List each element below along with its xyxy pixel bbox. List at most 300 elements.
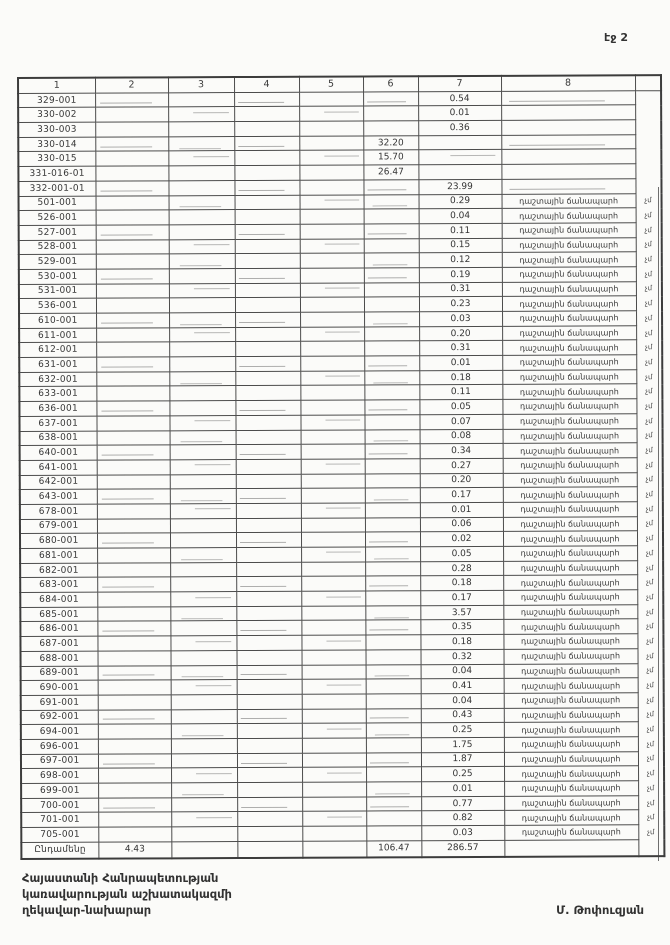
row-col-7: 0.11: [419, 385, 502, 400]
margin-note: չմ: [645, 549, 654, 558]
margin-note: չմ: [644, 211, 652, 220]
row-col-4: [236, 503, 301, 518]
row-col-4: [237, 738, 302, 753]
row-col-4: [236, 533, 301, 548]
row-col-2: [96, 416, 169, 431]
row-col-8: դաշտային ճանապարհ: [504, 751, 638, 766]
parcel-code: 527-001: [19, 225, 96, 240]
row-col-2: [98, 768, 171, 783]
parcel-code: 683-001: [20, 578, 97, 593]
total-col-7: 286.57: [421, 840, 504, 857]
margin-note: չմ: [644, 255, 652, 264]
row-col-3: [169, 313, 235, 328]
row-col-4: [235, 195, 300, 210]
row-col-6: [364, 385, 419, 400]
row-col-5: [300, 400, 364, 415]
row-col-6: [365, 547, 420, 562]
row-col-6: [366, 811, 421, 826]
row-col-8: [501, 90, 635, 105]
row-col-7: 0.29: [419, 194, 502, 209]
row-col-5: [301, 444, 365, 459]
table-body: [18, 90, 664, 842]
row-col-8: դաշտային ճանապարհ: [502, 414, 636, 429]
row-col-4: [235, 415, 300, 430]
row-col-3: [171, 783, 237, 798]
row-col-3: [171, 768, 237, 783]
row-col-7: 0.25: [421, 767, 504, 782]
row-col-3: [168, 166, 234, 181]
col-header-3: 3: [168, 77, 234, 92]
row-col-2: [98, 753, 171, 768]
margin-note: չմ: [646, 651, 654, 660]
margin-note: չմ: [645, 387, 653, 396]
row-col-3: [169, 327, 235, 342]
row-col-6: [365, 503, 420, 518]
margin-note: [635, 149, 661, 164]
row-col-6: [365, 605, 420, 620]
row-col-2: [97, 607, 170, 622]
row-col-8: դաշտային ճանապարհ: [502, 340, 636, 355]
parcel-code: 501-001: [19, 196, 96, 211]
row-col-6: [364, 415, 419, 430]
row-col-3: [169, 298, 235, 313]
row-col-2: [96, 225, 169, 240]
row-col-8: դաշտային ճանապարհ: [503, 487, 637, 502]
row-col-6: [365, 532, 420, 547]
parcel-code: 699-001: [21, 783, 98, 798]
row-col-5: [302, 797, 366, 812]
row-col-6: [365, 473, 420, 488]
row-col-6: [364, 326, 419, 341]
total-col-2: 4.43: [98, 842, 171, 859]
margin-note: չմ: [646, 593, 654, 602]
row-col-6: [365, 488, 420, 503]
row-col-8: դաշտային ճանապարհ: [502, 355, 636, 370]
row-col-2: [98, 798, 171, 813]
margin-note: [635, 134, 661, 149]
margin-note: չմ: [646, 695, 654, 704]
row-col-4: [234, 121, 299, 136]
row-col-2: [96, 283, 169, 298]
row-col-5: [300, 415, 364, 430]
row-col-4: [236, 547, 301, 562]
parcel-code: 701-001: [21, 813, 98, 828]
margin-note: չմ: [646, 666, 654, 675]
row-col-6: [364, 224, 419, 239]
row-col-4: [237, 812, 302, 827]
row-col-6: 32.20: [363, 135, 418, 150]
row-col-6: [363, 106, 418, 121]
margin-note: չմ: [645, 475, 653, 484]
row-col-4: [235, 209, 300, 224]
row-col-2: [95, 166, 168, 181]
row-col-3: [171, 827, 237, 842]
parcel-code: 681-001: [20, 548, 97, 563]
row-col-4: [237, 724, 302, 739]
row-col-7: 0.05: [420, 546, 503, 561]
row-col-5: [301, 474, 365, 489]
row-col-7: 0.04: [421, 693, 504, 708]
parcel-code: 694-001: [21, 724, 98, 739]
row-col-6: [364, 370, 419, 385]
row-col-7: 0.54: [418, 91, 501, 106]
row-col-8: դաշտային ճանապարհ: [504, 781, 638, 796]
row-col-4: [235, 356, 300, 371]
row-col-5: [302, 767, 366, 782]
row-col-5: [302, 753, 366, 768]
row-col-2: [96, 195, 169, 210]
parcel-code: 612-001: [19, 343, 96, 358]
parcel-code: 643-001: [20, 489, 97, 504]
margin-note: չմ: [647, 798, 655, 807]
row-col-2: [95, 107, 168, 122]
parcel-code: 700-001: [21, 798, 98, 813]
row-col-5: [301, 518, 365, 533]
row-col-2: [98, 827, 171, 842]
row-col-5: [299, 136, 363, 151]
row-col-4: [237, 753, 302, 768]
row-col-2: [97, 621, 170, 636]
parcel-code: 330-002: [18, 108, 95, 123]
row-col-3: [170, 548, 236, 563]
row-col-4: [234, 151, 299, 166]
issuer-line-1: Հայաստանի Հանրապետության: [22, 871, 219, 885]
row-col-7: 0.06: [420, 517, 503, 532]
row-col-5: [300, 371, 364, 386]
parcel-code: 632-001: [19, 372, 96, 387]
margin-note: չմ: [645, 519, 654, 528]
row-col-4: [236, 621, 301, 636]
row-col-4: [235, 268, 300, 283]
row-col-5: [300, 385, 364, 400]
row-col-3: [168, 92, 234, 107]
row-col-7: 0.77: [421, 796, 504, 811]
row-col-2: [95, 137, 168, 152]
row-col-2: [97, 592, 170, 607]
row-col-7: 0.07: [419, 414, 502, 429]
parcel-code: 528-001: [19, 240, 96, 255]
row-col-3: [171, 797, 237, 812]
row-col-7: 0.35: [420, 620, 503, 635]
row-col-5: [300, 268, 364, 283]
row-col-8: դաշտային ճանապարհ: [502, 223, 636, 238]
row-col-2: [97, 563, 170, 578]
margin-note: չմ: [645, 402, 653, 411]
row-col-3: [170, 489, 236, 504]
parcel-code: 685-001: [20, 607, 97, 622]
row-col-7: 0.28: [420, 561, 503, 576]
row-col-2: [97, 474, 170, 489]
margin-note: չմ: [646, 578, 654, 587]
row-col-4: [236, 430, 301, 445]
row-col-5: [300, 239, 364, 254]
row-col-4: [235, 386, 300, 401]
total-margin: [638, 839, 664, 856]
row-col-3: [170, 518, 236, 533]
row-col-2: [98, 695, 171, 710]
parcel-code: 641-001: [20, 460, 97, 475]
margin-note: չմ: [644, 225, 652, 234]
row-col-8: դաշտային ճանապարհ: [503, 619, 637, 634]
row-col-8: [501, 105, 635, 120]
row-col-4: [236, 489, 301, 504]
row-col-4: [234, 180, 299, 195]
row-col-2: [98, 651, 171, 666]
margin-note: չմ: [646, 725, 655, 734]
row-col-7: 1.75: [421, 737, 504, 752]
row-col-3: [169, 268, 235, 283]
row-col-6: [366, 826, 421, 841]
row-col-8: դաշտային ճանապարհ: [502, 325, 636, 340]
parcel-code: 638-001: [20, 431, 97, 446]
row-col-4: [236, 474, 301, 489]
parcel-code: 637-001: [19, 416, 96, 431]
row-col-5: [302, 811, 366, 826]
row-col-5: [301, 635, 365, 650]
margin-note: [635, 164, 661, 179]
col-header-5: 5: [299, 76, 363, 91]
row-col-4: [236, 562, 301, 577]
row-col-3: [169, 239, 235, 254]
row-col-7: 3.57: [420, 605, 503, 620]
row-col-4: [237, 665, 302, 680]
row-col-8: դաշտային ճանապարհ: [504, 825, 638, 840]
row-col-5: [302, 709, 366, 724]
row-col-8: [501, 179, 635, 194]
parcel-code: 696-001: [21, 739, 98, 754]
row-col-6: [365, 635, 420, 650]
row-col-3: [169, 401, 235, 416]
margin-note: չմ: [645, 534, 654, 543]
row-col-8: դաշտային ճանապարհ: [504, 737, 638, 752]
parcel-table-wrap: [17, 74, 665, 860]
row-col-6: [364, 356, 419, 371]
margin-note: չմ: [644, 240, 652, 249]
row-col-6: [364, 268, 419, 283]
row-col-4: [235, 298, 300, 313]
parcel-code: 705-001: [21, 827, 98, 842]
row-col-7: 0.41: [421, 679, 504, 694]
row-col-3: [171, 812, 237, 827]
row-col-2: [95, 181, 168, 196]
row-col-3: [170, 592, 236, 607]
row-col-3: [169, 371, 235, 386]
parcel-code: 330-015: [18, 152, 95, 167]
row-col-5: [301, 429, 365, 444]
row-col-4: [235, 371, 300, 386]
row-col-4: [237, 782, 302, 797]
margin-note: չմ: [645, 358, 653, 367]
row-col-7: 0.34: [420, 444, 503, 459]
row-col-6: [366, 738, 421, 753]
row-col-5: [300, 194, 364, 209]
row-col-7: 0.05: [419, 400, 502, 415]
row-col-7: 0.04: [419, 209, 502, 224]
col-header-7: 7: [418, 76, 501, 92]
col-header-1: 1: [18, 78, 95, 94]
row-col-8: դաշտային ճանապարհ: [502, 370, 636, 385]
row-col-8: դաշտային ճանապարհ: [503, 546, 637, 561]
row-col-8: դաշտային ճանապարհ: [504, 663, 638, 678]
row-col-5: [301, 620, 365, 635]
row-col-7: 23.99: [418, 179, 501, 194]
row-col-6: [366, 782, 421, 797]
row-col-7: 0.31: [419, 341, 502, 356]
row-col-8: դաշտային ճանապարհ: [503, 605, 637, 620]
row-col-5: [301, 606, 365, 621]
row-col-3: [170, 577, 236, 592]
row-col-8: դաշտային ճանապարհ: [503, 560, 637, 575]
row-col-5: [301, 576, 365, 591]
margin-note: չմ: [645, 460, 653, 469]
margin-note: չմ: [646, 637, 654, 646]
row-col-3: [170, 445, 236, 460]
row-col-5: [300, 297, 364, 312]
margin-note: չմ: [646, 784, 655, 793]
row-col-5: [299, 180, 363, 195]
row-col-5: [301, 547, 365, 562]
row-col-4: [237, 826, 302, 841]
row-col-3: [170, 562, 236, 577]
row-col-7: 0.36: [418, 120, 501, 135]
row-col-4: [235, 283, 300, 298]
margin-note: չմ: [647, 813, 655, 822]
row-col-3: [171, 709, 237, 724]
row-col-5: [299, 150, 363, 165]
margin-note: չմ: [647, 828, 655, 837]
parcel-code: 690-001: [21, 680, 98, 695]
row-col-4: [236, 635, 301, 650]
col-header-8: 8: [501, 75, 635, 91]
row-col-6: [364, 209, 419, 224]
row-col-2: [98, 665, 171, 680]
row-col-3: [171, 694, 237, 709]
margin-note: չմ: [645, 372, 653, 381]
row-col-3: [170, 430, 236, 445]
row-col-8: դաշտային ճանապարհ: [503, 502, 637, 517]
row-col-7: 0.18: [419, 370, 502, 385]
row-col-8: դաշտային ճանապարհ: [504, 693, 638, 708]
row-col-6: [365, 429, 420, 444]
parcel-code: 331-016-01: [18, 166, 95, 181]
row-col-4: [236, 577, 301, 592]
row-col-7: 0.01: [420, 502, 503, 517]
row-col-5: [299, 106, 363, 121]
row-col-5: [302, 679, 366, 694]
row-col-2: [96, 254, 169, 269]
margin-note: չմ: [645, 416, 653, 425]
row-col-8: դաշտային ճանապարհ: [502, 281, 636, 296]
parcel-code: 536-001: [19, 298, 96, 313]
scan-edge-artifact: [658, 187, 659, 861]
row-col-6: [365, 620, 420, 635]
margin-note: չմ: [646, 754, 655, 763]
row-col-6: [363, 121, 418, 136]
row-col-6: [365, 591, 420, 606]
row-col-5: [300, 341, 364, 356]
row-col-6: [364, 400, 419, 415]
row-col-2: [96, 342, 169, 357]
margin-note: [635, 105, 661, 120]
total-col-4: [237, 841, 302, 858]
row-col-7: 0.04: [421, 664, 504, 679]
row-col-3: [169, 415, 235, 430]
row-col-6: [366, 679, 421, 694]
row-col-8: դաշտային ճանապարհ: [504, 810, 638, 825]
row-col-8: [501, 149, 635, 164]
row-col-2: [96, 210, 169, 225]
row-col-7: 0.18: [420, 576, 503, 591]
parcel-code: 689-001: [21, 666, 98, 681]
row-col-5: [301, 591, 365, 606]
parcel-code: 530-001: [19, 269, 96, 284]
row-col-2: [95, 151, 168, 166]
row-col-5: [300, 312, 364, 327]
row-col-6: [365, 444, 420, 459]
row-col-5: [301, 562, 365, 577]
row-col-5: [302, 826, 366, 841]
row-col-3: [170, 621, 236, 636]
row-col-7: 0.01: [418, 106, 501, 121]
row-col-3: [170, 533, 236, 548]
row-col-7: 0.18: [420, 635, 503, 650]
row-col-7: [418, 165, 501, 180]
row-col-5: [300, 224, 364, 239]
margin-note: չմ: [645, 490, 653, 499]
row-col-6: [366, 708, 421, 723]
parcel-code: 531-001: [19, 284, 96, 299]
row-col-4: [236, 606, 301, 621]
row-col-7: 0.25: [421, 723, 504, 738]
row-col-6: [363, 91, 418, 106]
row-col-8: դաշտային ճանապարհ: [503, 531, 637, 546]
margin-note: չմ: [646, 622, 654, 631]
issuer-line-3: ղեկավար-նախարար: [22, 903, 152, 918]
row-col-4: [237, 679, 302, 694]
margin-note: չմ: [645, 343, 653, 352]
row-col-5: [299, 121, 363, 136]
col-header-2: 2: [95, 77, 168, 93]
margin-note: չմ: [644, 299, 653, 308]
row-col-3: [169, 195, 235, 210]
margin-note: չմ: [644, 314, 653, 323]
row-col-7: 0.32: [421, 649, 504, 664]
row-col-7: 0.20: [420, 473, 503, 488]
margin-note: չմ: [645, 446, 653, 455]
total-label: Ընդամենը: [21, 842, 98, 859]
row-col-8: դաշտային ճանապարհ: [503, 575, 637, 590]
row-col-8: դաշտային ճանապարհ: [503, 634, 637, 649]
row-col-6: [366, 694, 421, 709]
row-col-2: [96, 357, 169, 372]
parcel-code: 684-001: [20, 592, 97, 607]
row-col-3: [170, 459, 236, 474]
row-col-6: [366, 767, 421, 782]
row-col-4: [235, 342, 300, 357]
parcel-code: 698-001: [21, 768, 98, 783]
margin-column-header: [635, 75, 661, 90]
parcel-code: 330-003: [18, 122, 95, 137]
row-col-2: [96, 313, 169, 328]
parcel-code: 682-001: [20, 563, 97, 578]
row-col-6: [366, 796, 421, 811]
row-col-2: [97, 533, 170, 548]
row-col-8: [501, 135, 635, 150]
row-col-8: դաշտային ճանապարհ: [503, 428, 637, 443]
row-col-3: [171, 724, 237, 739]
row-col-2: [97, 430, 170, 445]
parcel-code: 686-001: [20, 622, 97, 637]
